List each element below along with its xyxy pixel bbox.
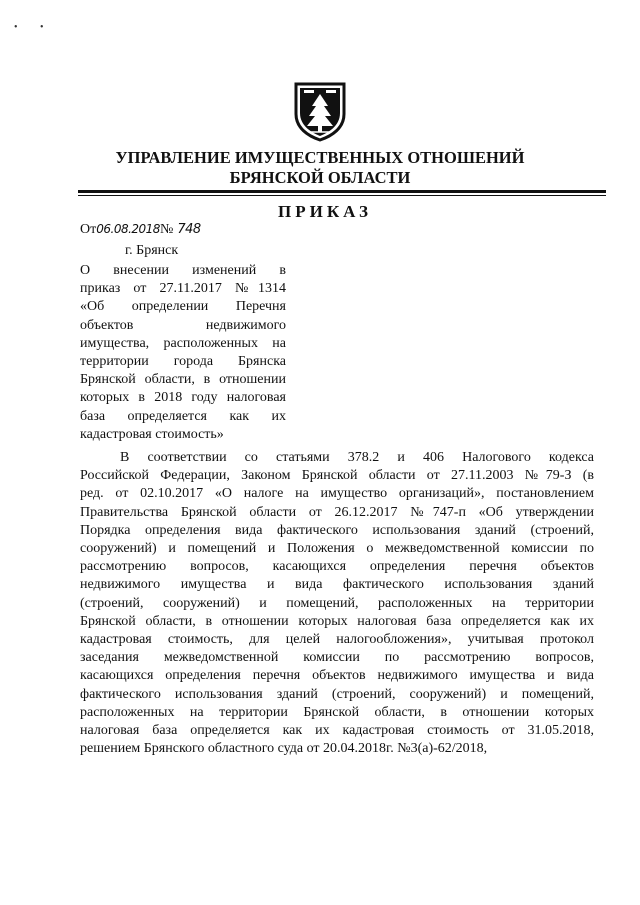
body-line: кадастровая стоимость, для целей налогообложения», учитывая протокол <box>80 632 594 648</box>
body-line: решением Брянского областного суда от 20.04.2018г. №3(а)-62/2018, <box>80 741 488 757</box>
subject-line: база определяется как их <box>80 408 286 424</box>
order-date-line <box>80 222 201 238</box>
scan-specks: • • <box>14 22 54 33</box>
body-line: (строений, сооружений) и помещений, расположенных на территории <box>80 595 594 611</box>
header-divider-thin <box>78 195 606 196</box>
department-header <box>100 148 540 188</box>
body-line: Правительства Брянской области от 26.12.2017 №747-п «Об утверждении <box>80 504 594 520</box>
handwritten-date: 06.08.2018 <box>96 222 160 236</box>
subject-line: кадастровая стоимость» <box>80 426 224 442</box>
body-line: Российской Федерации, Законом Брянской области от 27.11.2003 №79-З (в <box>80 468 594 484</box>
order-body-paragraph <box>80 449 594 758</box>
department-name-line2: БРЯНСКОЙ ОБЛАСТИ <box>229 168 411 187</box>
handwritten-order-number: 748 <box>177 222 201 237</box>
subject-line: приказ от 27.11.2017 №1314 <box>80 281 286 297</box>
subject-line: О внесении изменений в <box>80 263 286 278</box>
body-line: заседания межведомственной комиссии по рассмотрению вопросов, <box>80 650 594 666</box>
body-line: касающихся определения перечня объектов недвижимого имущества и вида <box>80 668 594 684</box>
subject-line: «Об определении Перечня <box>80 299 286 315</box>
body-line: Порядка определения вида фактического использования зданий (строений, <box>80 522 594 538</box>
subject-line: территории города Брянска <box>80 354 286 370</box>
subject-line: объектов недвижимого <box>80 317 286 333</box>
department-name-line1: УПРАВЛЕНИЕ ИМУЩЕСТВЕННЫХ ОТНОШЕНИЙ <box>115 148 525 167</box>
order-subject <box>80 262 286 444</box>
subject-line: Брянской области, в отношении <box>80 372 286 388</box>
body-line: фактического использования зданий (строений, сооружений) и помещений, <box>80 686 594 702</box>
body-line: В соответствии со статьями 378.2 и 406 Налогового кодекса <box>120 450 594 465</box>
body-line: сооружений) и помещений и Положения о межведомственной комиссии по <box>80 541 594 557</box>
body-line: рассмотрению вопросов, касающихся определения перечня объектов <box>80 559 594 575</box>
subject-line: которых в 2018 году налоговая <box>80 390 286 406</box>
order-title: ПРИКАЗ <box>278 202 372 221</box>
body-line: расположенных на территории Брянской области, в отношении которых <box>80 704 594 720</box>
body-line: налоговая база определяется как их кадастровая стоимость от 31.05.2018, <box>80 723 594 739</box>
body-line: недвижимого имущества и вида фактического использования зданий <box>80 577 594 593</box>
number-sign: № <box>159 222 174 237</box>
date-prefix: От <box>80 222 97 237</box>
coat-of-arms-icon <box>292 80 348 142</box>
header-divider-thick <box>78 190 606 193</box>
body-line: Брянской области, в отношении которых налоговая база определяется как их <box>80 613 594 629</box>
subject-line: имущества, расположенных на <box>80 335 286 351</box>
body-line: ред. от 02.10.2017 «О налоге на имущество организаций», постановлением <box>80 486 594 502</box>
city-name: г. Брянск <box>125 243 179 258</box>
